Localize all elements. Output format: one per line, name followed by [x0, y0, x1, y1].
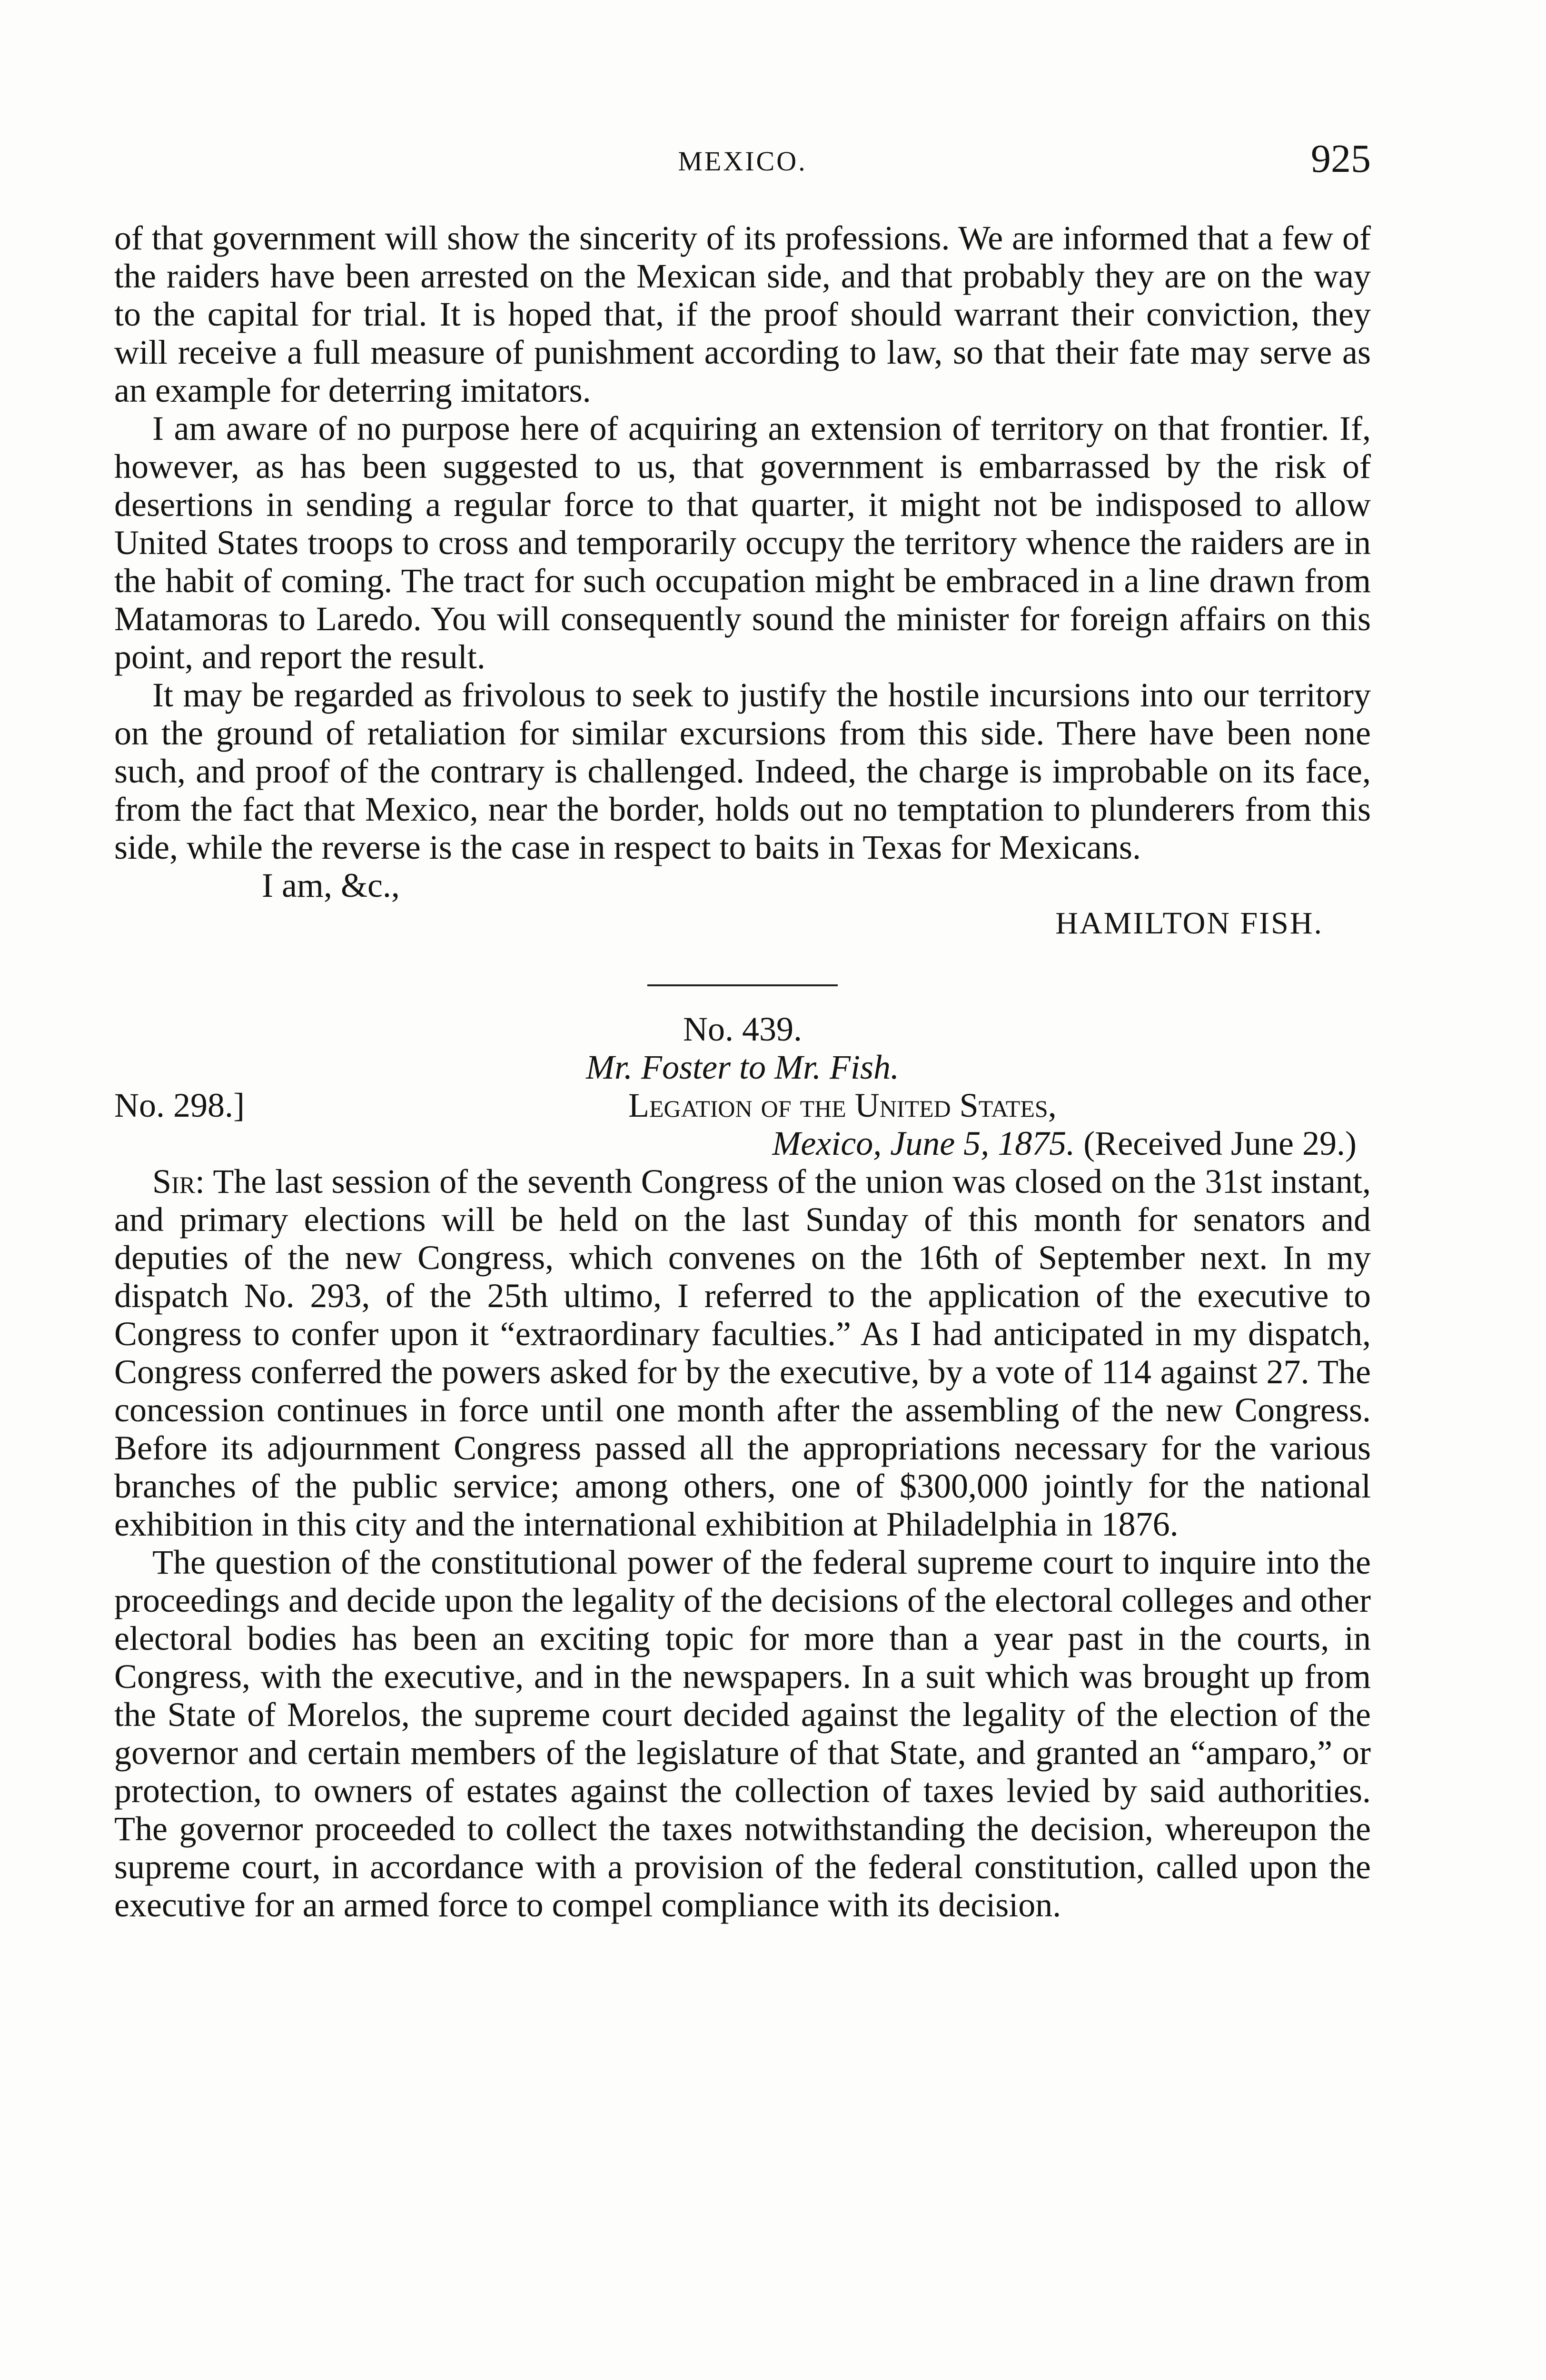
legation-line: Legation of the United States,	[628, 1086, 1057, 1124]
signature: HAMILTON FISH.	[1055, 906, 1323, 941]
dateline	[772, 1124, 1357, 1162]
dispatch-header	[114, 1086, 1371, 1162]
section-divider	[647, 984, 838, 986]
salutation: Sir:	[152, 1162, 205, 1200]
dateline-date: June 5, 1875.	[890, 1124, 1075, 1162]
paragraph-supreme-court: The question of the constitutional power of the federal supreme court to inquire into the proceedings and decide upon the legality of the decisions of the electoral colleges and other electoral bodies has been an exciting topic for more than a year past in the courts, in Congress, with the executive, and in the newspapers. In a suit which was brought up from the State of Morelos, the supreme court decided against the legality of the election of the governor and certain members of the legislature of that State, and granted an “amparo,” or protection, to owners of estates against the collection of taxes levied by said authorities. The governor proceeded to collect the taxes notwithstanding the decision, whereupon the supreme court, in accordance with a provision of the federal constitution, called upon the executive for an armed force to compel compliance with its decision.	[114, 1543, 1371, 1924]
body-text	[114, 219, 1371, 1924]
page-number: 925	[1311, 137, 1371, 181]
running-title: MEXICO.	[678, 146, 807, 177]
paragraph-retaliation: It may be regarded as frivolous to seek to justify the hostile incursions into our territory on the ground of retaliation for similar excursions from this side. There have been none such, and proof of the contrary is challenged. Indeed, the charge is improbable on its face, from the fact that Mexico, near the border, holds out no temptation to plunderers from this side, while the reverse is the case in respect to baits in Texas for Mexicans.	[114, 676, 1371, 866]
document-heading: Mr. Foster to Mr. Fish.	[585, 1048, 900, 1086]
document-number: No. 439.	[683, 1010, 802, 1048]
paragraph-continued: of that government will show the sincerity of its professions. We are informed that a few of the raiders have been arrested on the Mexican side, and that probably they are on the way to the capital for trial. It is hoped that, if the proof should warrant their conviction, they will receive a full measure of punishment according to law, so that their fate may serve as an example for deterring imitators.	[114, 219, 1371, 409]
dispatch-number: No. 298.]	[114, 1086, 245, 1124]
dateline-place: Mexico,	[772, 1124, 882, 1162]
letter-closing: I am, &c.,	[262, 866, 400, 904]
paragraph-congress-text: The last session of the seventh Congress of the union was closed on the 31st instant, and primary elections will be held on the last Sunday of this month for senators and deputies of the new Congress, which convenes on the 16th of September next. In my dispatch No. 293, of the 25th ultimo, I referred to the application of the executive to Congress to confer upon it “extraordinary faculties.” As I had anticipated in my dispatch, Congress conferred the powers asked for by the executive, by a vote of 114 against 27. The concession continues in force until one month after the assembling of the new Congress. Before its adjournment Congress passed all the appropriations necessary for the various branches of the public service; among others, one of $300,000 jointly for the national exhibition in this city and the international exhibition at Philadelphia in 1876.	[114, 1162, 1371, 1543]
paragraph-territory: I am aware of no purpose here of acquiring an extension of territory on that frontier. If, however, as has been suggested to us, that government is embarrassed by the risk of desertions in sending a regular force to that quarter, it might not be indisposed to allow United States troops to cross and temporarily occupy the territory whence the raiders are in the habit of coming. The tract for such occupation might be embraced in a line drawn from Matamoras to Laredo. You will consequently sound the minister for foreign affairs on this point, and report the result.	[114, 409, 1371, 676]
running-head	[114, 136, 1371, 188]
dateline-received: (Received June 29.)	[1083, 1124, 1357, 1162]
paragraph-congress	[114, 1162, 1371, 1543]
